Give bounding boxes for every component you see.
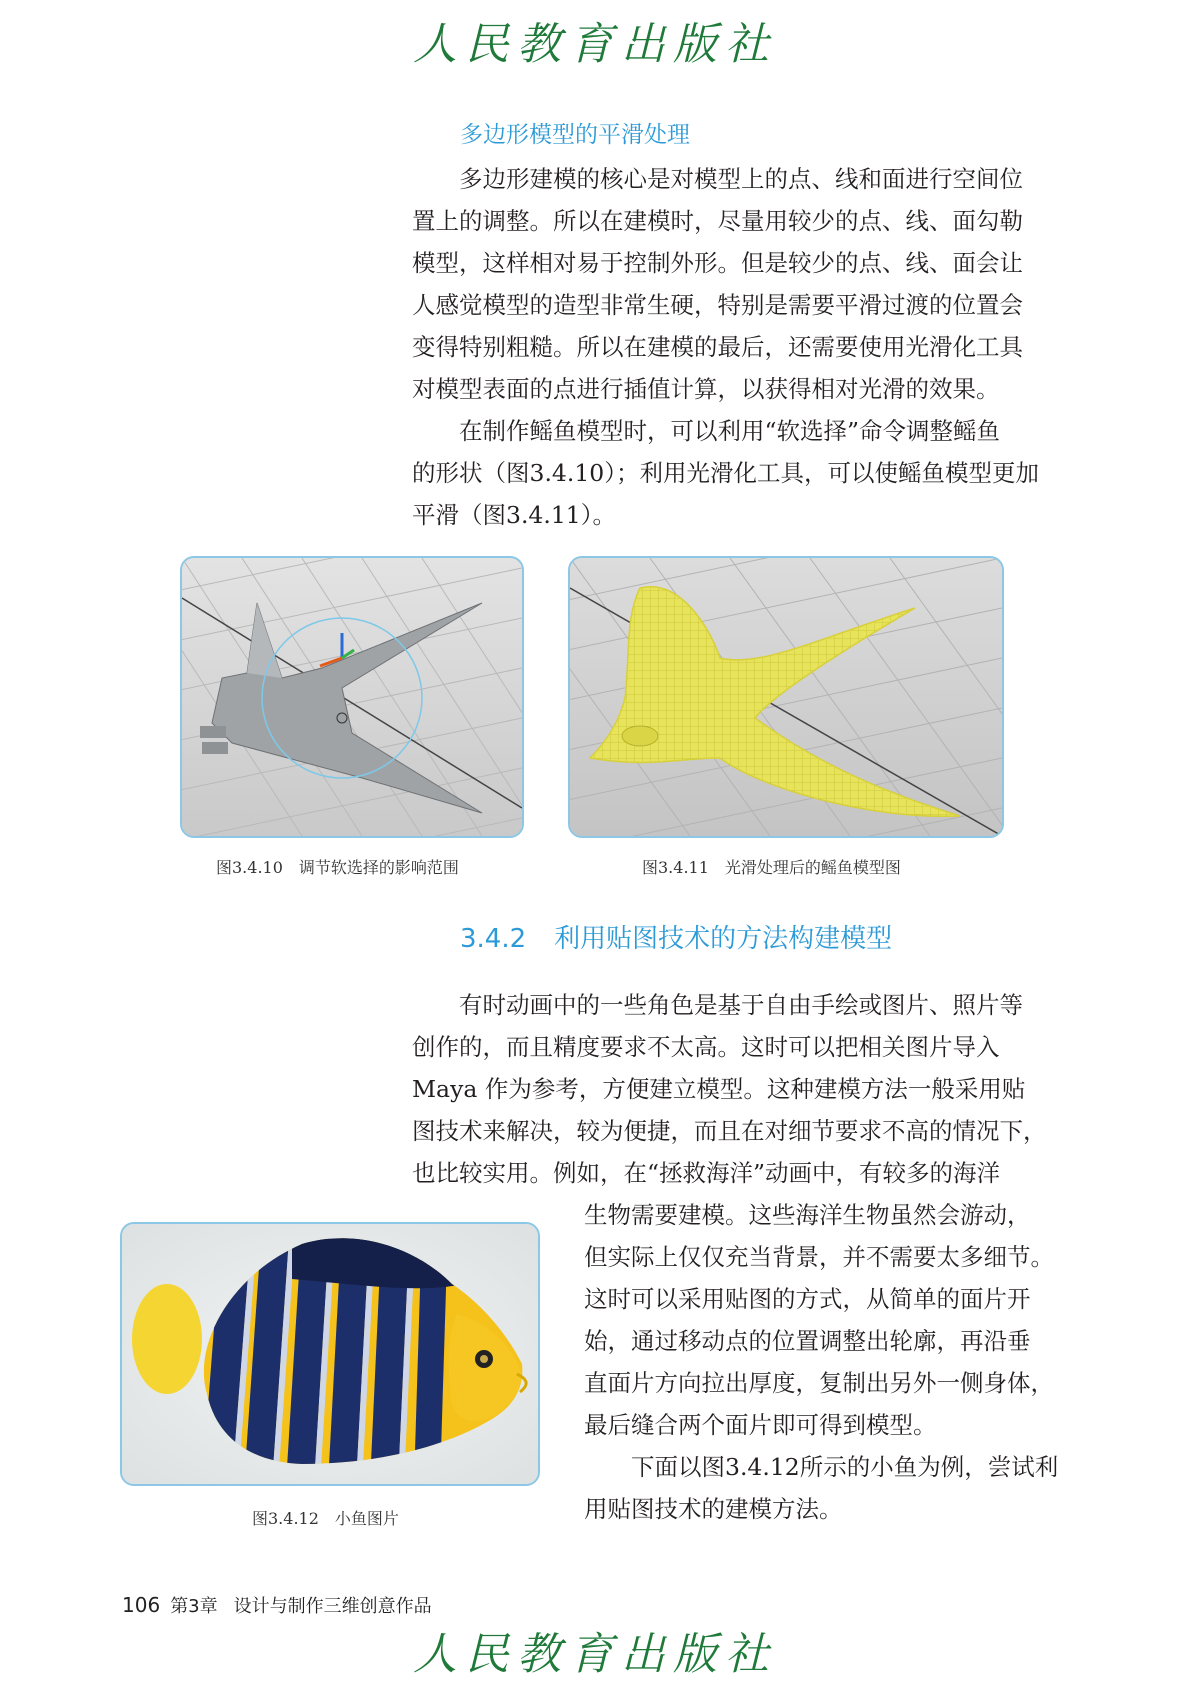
text-line: 这时可以采用贴图的方式，从简单的面片开 <box>584 1285 1031 1313</box>
text-line: 下面以图3.4.12所示的小鱼为例，尝试利 <box>631 1453 1059 1481</box>
text-line: 人感觉模型的造型非常生硬，特别是需要平滑过渡的位置会 <box>412 291 1023 319</box>
paragraph-3 <box>412 984 1062 1194</box>
figure-soft-selection-image <box>180 556 524 838</box>
text-line: 的形状（图3.4.10）；利用光滑化工具，可以使鳐鱼模型更加 <box>412 459 1039 487</box>
text-line: 模型，这样相对易于控制外形。但是较少的点、线、面会让 <box>412 249 1023 277</box>
section-title: 利用贴图技术的方法构建模型 <box>554 924 893 954</box>
text-line: 有时动画中的一些角色是基于自由手绘或图片、照片等 <box>459 991 1023 1019</box>
text-line: 多边形建模的核心是对模型上的点、线和面进行空间位 <box>459 165 1023 193</box>
text-line: 图技术来解决，较为便捷，而且在对细节要求不高的情况下， <box>412 1117 1047 1145</box>
section-heading <box>460 918 892 955</box>
text-line: 平滑（图3.4.11）。 <box>412 501 616 529</box>
page-footer <box>122 1592 432 1618</box>
text-line: 始，通过移动点的位置调整出轮廓，再沿垂 <box>584 1327 1031 1355</box>
page-number: 106 <box>122 1593 161 1617</box>
text-line: 对模型表面的点进行插值计算，以获得相对光滑的效果。 <box>412 375 1000 403</box>
paragraph-1 <box>412 158 1062 410</box>
text-line: 在制作鳐鱼模型时，可以利用“软选择”命令调整鳐鱼 <box>459 417 1001 445</box>
paragraph-2 <box>412 410 1062 536</box>
text-line: 但实际上仅仅充当背景，并不需要太多细节。 <box>584 1243 1054 1271</box>
text-line: Maya 作为参考，方便建立模型。这种建模方法一般采用贴 <box>412 1075 1026 1103</box>
paragraph-4 <box>584 1446 1062 1530</box>
text-line: 用贴图技术的建模方法。 <box>584 1495 843 1523</box>
text-line: 置上的调整。所以在建模时，尽量用较少的点、线、面勾勒 <box>412 207 1023 235</box>
publisher-logo-top: 人民教育出版社 <box>413 19 777 70</box>
publisher-logo-bottom: 人民教育出版社 <box>413 1629 777 1680</box>
figure-smoothed-model-image <box>568 556 1004 838</box>
section-number: 3.4.2 <box>460 924 527 954</box>
figure-caption: 图3.4.11 光滑处理后的鳐鱼模型图 <box>642 858 901 877</box>
figure-fish-image <box>120 1222 540 1486</box>
paragraph-3-continued <box>584 1194 1062 1446</box>
text-line: 也比较实用。例如，在“拯救海洋”动画中，有较多的海洋 <box>412 1159 1001 1187</box>
text-line: 生物需要建模。这些海洋生物虽然会游动， <box>584 1201 1031 1229</box>
chapter-label: 第3章 <box>170 1596 218 1617</box>
chapter-title: 设计与制作三维创意作品 <box>233 1596 432 1617</box>
subsection-title: 多边形模型的平滑处理 <box>460 122 690 148</box>
text-line: 创作的，而且精度要求不太高。这时可以把相关图片导入 <box>412 1033 1000 1061</box>
text-line: 直面片方向拉出厚度，复制出另外一侧身体， <box>584 1369 1054 1397</box>
text-line: 变得特别粗糙。所以在建模的最后，还需要使用光滑化工具 <box>412 333 1023 361</box>
figure-caption: 图3.4.10 调节软选择的影响范围 <box>216 858 459 877</box>
text-line: 最后缝合两个面片即可得到模型。 <box>584 1411 937 1439</box>
figure-caption: 图3.4.12 小鱼图片 <box>252 1509 399 1528</box>
